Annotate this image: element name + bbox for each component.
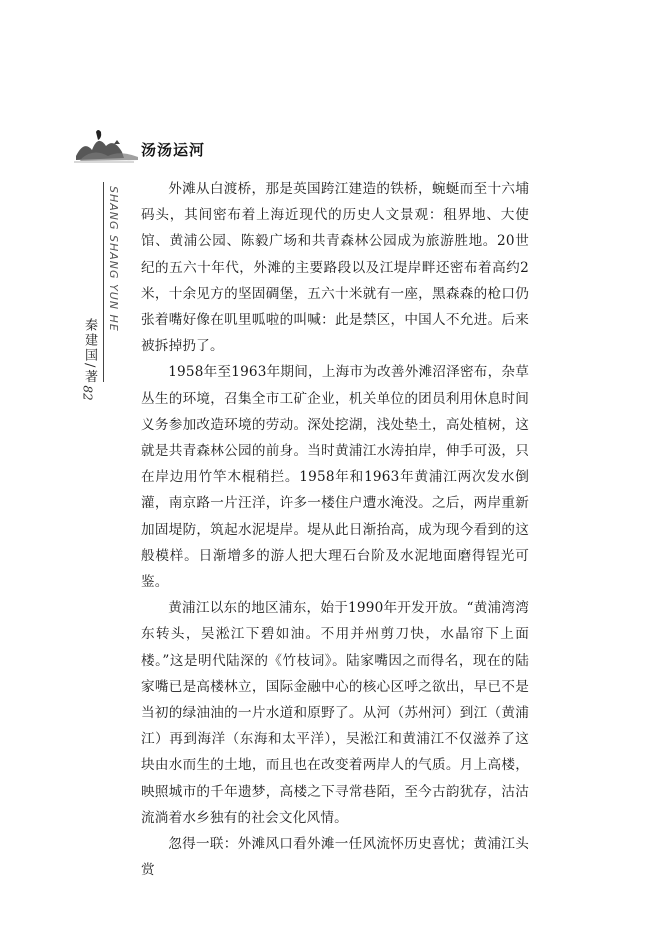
section-title: 汤汤运河 — [141, 141, 206, 159]
page-number: 82 — [80, 385, 95, 401]
paragraph: 黄浦江以东的地区浦东，始于1990年开发开放。“黄浦湾湾东转头，吴淞江下碧如油。不用并州剪刀快，水晶帘下上面楼。”这是明代陆深的《竹枝词》。陆家嘴因之而得名，现在的陆家嘴已是高楼林立，国际金融中心的核心区呼之欲出，早已不是当初的绿油油的一片水道和原野了。从河（苏州河）到江（黄浦江）再到海洋（东海和太平洋），吴淞江和黄浦江不仅滋养了这块由水而生的土地，而且也在改变着两岸人的气质。月上高楼，映照城市的千年遗梦，高楼之下寻常巷陌，至今古韵犹存，沽沽流淌着水乡独有的社会文化风情。 — [141, 600, 529, 826]
series-title-pinyin: SHANG SHANG YUN HE — [107, 186, 120, 332]
margin-rule — [103, 182, 104, 382]
paragraph: 忽得一联：外滩风口看外滩一任风流怀历史喜忧；黄浦江头赏 — [141, 836, 529, 879]
body-text — [141, 176, 529, 883]
paragraph: 外滩从白渡桥，那是英国跨江建造的铁桥，蜿蜒而至十六埔码头，其间密布着上海近现代的历史人文景观：租界地、大使馆、黄浦公园、陈毅广场和共青森林公园成为旅游胜地。20世纪的五六十年代，外滩的主要路段以及江堤岸畔还密布着高约2米，十余见方的坚固碉堡，五六十米就有一座，黑森森的枪口仍张着嘴好像在叽里呱啦的叫喊：此是禁区，中国人不允进。后来被拆掉扔了。 — [141, 181, 529, 355]
author-byline: 秦建国/著 — [82, 318, 97, 385]
paragraph: 1958年至1963年期间，上海市为改善外滩沼泽密布，杂草丛生的环境，召集全市工矿企业，机关单位的团员利用休息时间义务参加改造环境的劳动。深处挖湖，浅处垫土，高处植树，这就是共青森林公园的前身。当时黄浦江水涛拍岸，伸手可汲，只在岸边用竹竿木棍稍拦。1958年和1963年黄浦江两次发水倒灌，南京路一片汪洋，许多一楼住户遭水淹没。之后，两岸重新加固堤防，筑起水泥堤岸。堤从此日渐抬高，成为现今看到的这般模样。日渐增多的游人把大理石台阶及水泥地面磨得锃光可鉴。 — [141, 364, 529, 591]
ink-landscape-ornament — [74, 126, 140, 166]
